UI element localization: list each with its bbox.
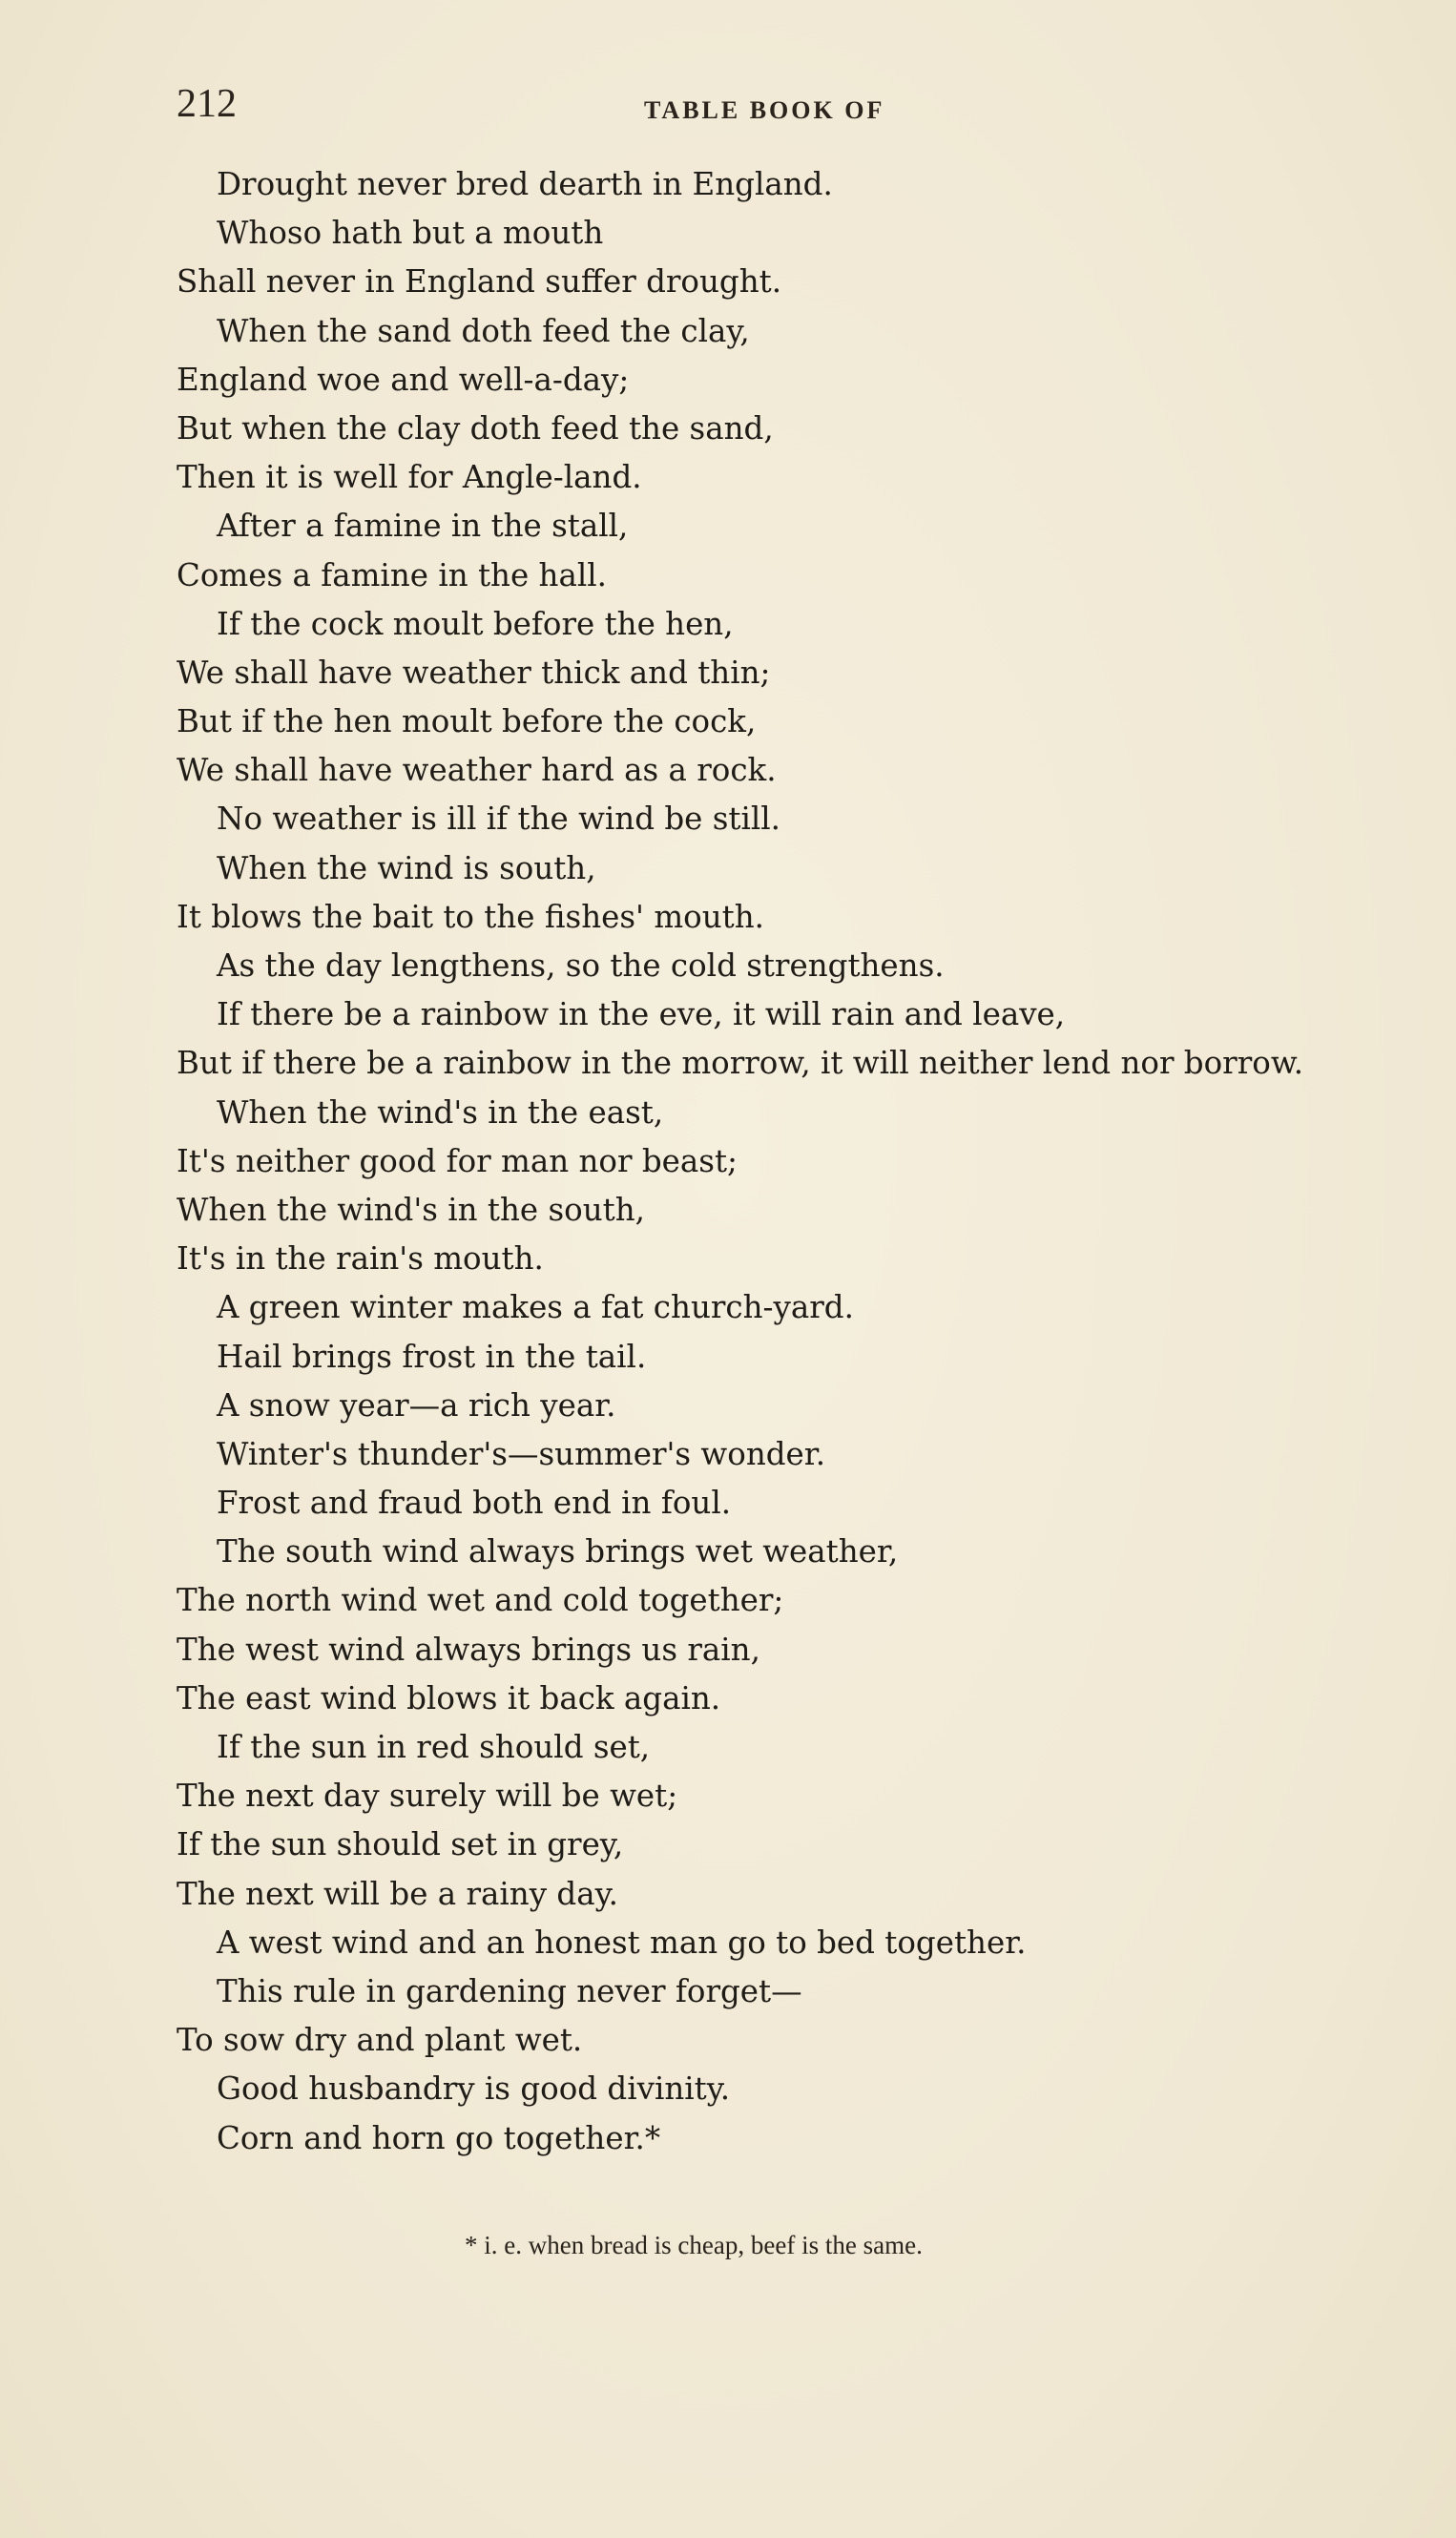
verse-line: It's neither good for man nor beast; xyxy=(177,1142,738,1179)
verse-line: We shall have weather thick and thin; xyxy=(177,654,771,691)
verse-line: The north wind wet and cold together; xyxy=(177,1582,784,1619)
verse-line: If there be a rainbow in the eve, it will rain and leave, xyxy=(217,996,1066,1033)
verse-line: It blows the bait to the fishes' mouth. xyxy=(177,898,764,935)
verse-line: When the sand doth feed the clay, xyxy=(217,312,750,349)
verse-line: When the wind is south, xyxy=(217,849,596,886)
running-head: TABLE BOOK OF xyxy=(644,96,885,124)
verse-line: Whoso hath but a mouth xyxy=(217,215,604,252)
verse-line: The east wind blows it back again. xyxy=(177,1679,721,1716)
verse-line: A green winter makes a fat church-yard. xyxy=(217,1289,854,1326)
verse-line: Shall never in England suffer drought. xyxy=(177,263,782,301)
verse-line: But if the hen moult before the cock, xyxy=(177,703,757,740)
verse-line: It's in the rain's mouth. xyxy=(177,1240,544,1278)
verse-line: When the wind's in the east, xyxy=(217,1093,664,1131)
verse-line: A west wind and an honest man go to bed together. xyxy=(217,1924,1027,1961)
verse-line: We shall have weather hard as a rock. xyxy=(177,752,777,789)
verse-line: But when the clay doth feed the sand, xyxy=(177,409,774,447)
verse-line: The west wind always brings us rain, xyxy=(177,1631,760,1668)
verse-line: As the day lengthens, so the cold strengthens. xyxy=(217,947,945,984)
verse-line: Comes a famine in the hall. xyxy=(177,556,607,593)
verse-line: A snow year—a rich year. xyxy=(217,1386,616,1424)
verse-line: England woe and well-a-day; xyxy=(177,361,630,398)
verse-line: This rule in gardening never forget— xyxy=(217,1972,802,2009)
verse-line: After a famine in the stall, xyxy=(217,508,629,545)
verse-line: To sow dry and plant wet. xyxy=(177,2022,583,2059)
verse-line: If the sun should set in grey, xyxy=(177,1826,624,1863)
footnote: * i. e. when bread is cheap, beef is the same. xyxy=(465,2231,923,2259)
verse-line: Frost and fraud both end in foul. xyxy=(217,1485,732,1522)
verse-line: Winter's thunder's—summer's wonder. xyxy=(217,1435,826,1472)
verse-block xyxy=(177,160,1303,2163)
verse-line: The next day surely will be wet; xyxy=(177,1778,678,1815)
verse-line: Then it is well for Angle-land. xyxy=(177,459,642,496)
verse-line: If the sun in red should set, xyxy=(217,1729,651,1765)
verse-line: No weather is ill if the wind be still. xyxy=(217,801,780,838)
verse-line: Corn and horn go together.* xyxy=(217,2119,661,2156)
verse-line: If the cock moult before the hen, xyxy=(217,605,734,642)
verse-line: Drought never bred dearth in England. xyxy=(217,166,833,202)
page-number: 212 xyxy=(177,82,237,126)
verse-line: The south wind always brings wet weather, xyxy=(217,1533,899,1571)
page-header xyxy=(177,81,1283,138)
verse-line: The next will be a rainy day. xyxy=(177,1875,618,1912)
verse-line: Good husbandry is good divinity. xyxy=(217,2070,731,2108)
verse-line: But if there be a rainbow in the morrow, it will neither lend nor borrow. xyxy=(177,1045,1304,1082)
verse-line: Hail brings frost in the tail. xyxy=(217,1338,647,1375)
verse-line: When the wind's in the south, xyxy=(177,1191,645,1228)
